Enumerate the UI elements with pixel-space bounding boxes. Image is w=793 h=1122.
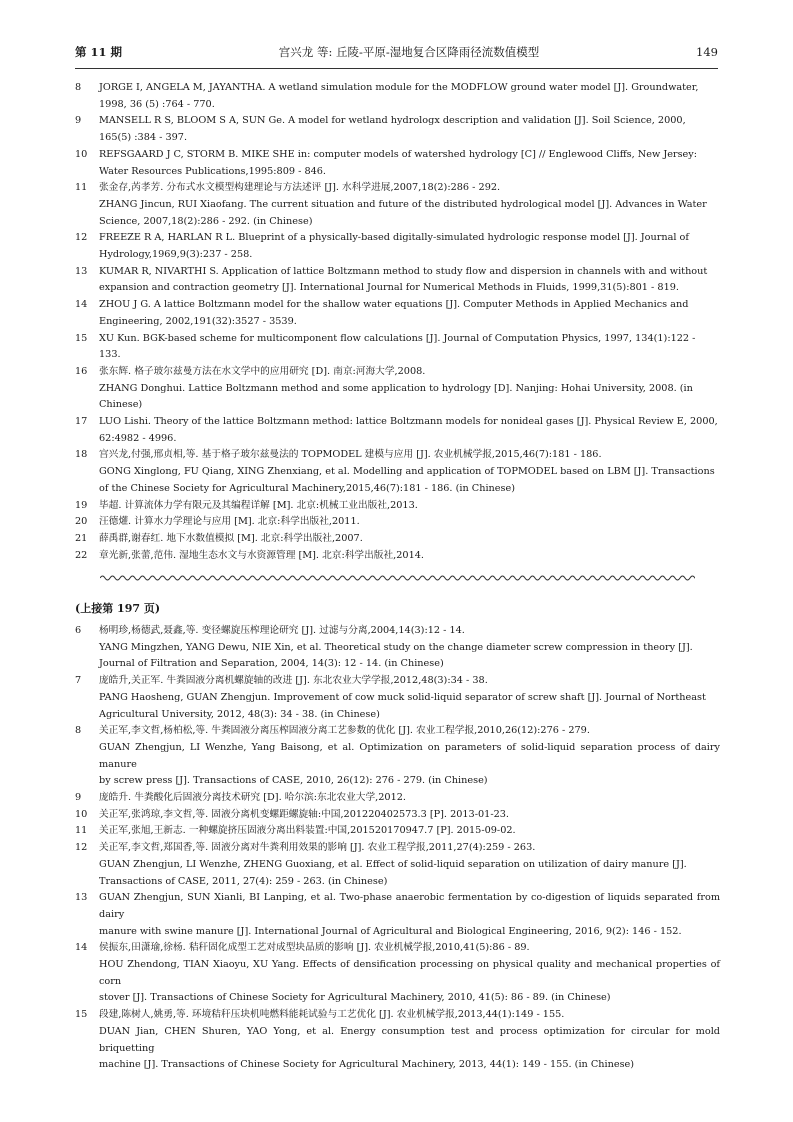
reference-number: 15 <box>75 1009 88 1021</box>
reference-text <box>99 940 720 1007</box>
reference-line: KUMAR R, NIVARTHI S. Application of lattice Boltzmann method to study flow and dispersion in channels with and without <box>99 265 708 277</box>
reference-text <box>99 447 720 497</box>
reference-text <box>99 180 720 230</box>
reference-item <box>75 890 720 940</box>
reference-line: REFSGAARD J C, STORM B. MIKE SHE in: computer models of watershed hydrology [C] // Englewood Cliffs, New Jersey: <box>99 148 698 160</box>
reference-item <box>75 113 720 146</box>
reference-item <box>75 447 720 497</box>
reference-line: Science, 2007,18(2):286 - 292. (in Chinese) <box>99 215 313 227</box>
running-title: 宫兴龙 等: 丘陵-平原-湿地复合区降雨径流数值模型 <box>278 45 540 59</box>
reference-text <box>99 498 720 515</box>
reference-line: 关正军,李文哲,郑国香,等. 固液分离对牛粪利用效果的影响 [J]. 农业工程学报,2011,27(4):259 - 263. <box>99 842 536 854</box>
reference-line: Transactions of CASE, 2011, 27(4): 259 - 263. (in Chinese) <box>99 875 388 887</box>
reference-item <box>75 623 720 673</box>
reference-line: 张金存,芮孝芳. 分布式水文模型构建理论与方法述评 [J]. 水科学进展,2007,18(2):286 - 292. <box>99 182 501 194</box>
reference-line: GUAN Zhengjun, SUN Xianli, BI Lanping, et al. Two-phase anaerobic fermentation by co-digestion of liquids separated from dairy <box>99 892 720 920</box>
reference-number: 8 <box>75 725 82 737</box>
reference-line: YANG Mingzhen, YANG Dewu, NIE Xin, et al. Theoretical study on the change diameter screw compression in theory [J]. <box>99 641 693 653</box>
reference-text <box>99 331 720 364</box>
continued-label: (上接第 197 页) <box>75 602 161 615</box>
reference-item <box>75 498 720 515</box>
reference-line: manure with swine manure [J]. International Journal of Agricultural and Biological Engineering, 2016, 9(2): 146 - 152. <box>99 925 682 937</box>
reference-line: of the Chinese Society for Agricultural Machinery,2015,46(7):181 - 186. (in Chinese) <box>99 482 515 494</box>
reference-list-top <box>75 80 720 564</box>
reference-line: ZHANG Donghui. Lattice Boltzmann method and some application to hydrology [D]. Nanjing: Hohai University, 2008. (in <box>99 382 693 394</box>
reference-text <box>99 414 720 447</box>
reference-number: 6 <box>75 625 82 636</box>
reference-number: 13 <box>75 892 88 904</box>
reference-line: expansion and contraction geometry [J]. International Journal for Numerical Methods in Fluids, 1999,31(5):801 - 819. <box>99 282 679 294</box>
reference-line: ZHANG Jincun, RUI Xiaofang. The current situation and future of the distributed hydrological model [J]. Advances in Water <box>99 198 707 210</box>
reference-item <box>75 264 720 297</box>
reference-item <box>75 723 720 790</box>
reference-line: 关正军,张鸿琼,李文哲,等. 固液分离机变螺距螺旋轴:中国,201220402573.3 [P]. 2013-01-23. <box>99 808 510 820</box>
reference-line: LUO Lishi. Theory of the lattice Boltzmann method: lattice Boltzmann models for nonideal gases [J]. Physical Review E, 2000, <box>99 416 718 428</box>
reference-text <box>99 823 720 840</box>
reference-text <box>99 264 720 297</box>
reference-line: 杨明珍,杨德武,聂鑫,等. 变径螺旋压榨理论研究 [J]. 过滤与分离,2004,14(3):12 - 14. <box>99 625 465 636</box>
reference-line: Chinese) <box>99 399 143 411</box>
reference-line: ZHOU J G. A lattice Boltzmann model for the shallow water equations [J]. Computer Methods in Applied Mechanics and <box>99 299 689 311</box>
reference-item <box>75 807 720 824</box>
running-header <box>75 42 718 62</box>
reference-number: 21 <box>75 532 88 544</box>
reference-text <box>99 1007 720 1074</box>
reference-line: 汪德爟. 计算水力学理论与应用 [M]. 北京:科学出版社,2011. <box>99 516 360 528</box>
reference-line: 张东辉. 格子玻尔兹曼方法在水文学中的应用研究 [D]. 南京:河海大学,2008. <box>99 365 426 377</box>
reference-number: 19 <box>75 499 88 511</box>
reference-item <box>75 790 720 807</box>
reference-line: GONG Xinglong, FU Qiang, XING Zhenxiang, et al. Modelling and application of TOPMODEL based on LBM [J]. Transactions <box>99 466 715 478</box>
reference-line: Journal of Filtration and Separation, 2004, 14(3): 12 - 14. (in Chinese) <box>99 658 444 670</box>
reference-number: 13 <box>75 265 88 277</box>
reference-number: 11 <box>75 825 88 837</box>
reference-line: 毕超. 计算流体力学有限元及其编程详解 [M]. 北京:机械工业出版社,2013. <box>99 499 418 511</box>
reference-item <box>75 331 720 364</box>
reference-number: 7 <box>75 675 82 687</box>
issue-label: 第 11 期 <box>75 45 123 59</box>
reference-line: 宫兴龙,付强,邢贞相,等. 基于格子玻尔兹曼法的 TOPMODEL 建模与应用 [J]. 农业机械学报,2015,46(7):181 - 186. <box>99 449 602 461</box>
reference-line: Water Resources Publications,1995:809 - 846. <box>99 165 327 177</box>
reference-item <box>75 414 720 447</box>
reference-number: 14 <box>75 942 88 954</box>
reference-number: 14 <box>75 299 88 311</box>
reference-item <box>75 548 720 565</box>
reference-line: 关正军,张旭,王新志. 一种螺旋挤压固液分离出料装置:中国,201520170947.7 [P]. 2015-09-02. <box>99 825 516 837</box>
section-separator <box>100 572 695 584</box>
reference-line: stover [J]. Transactions of Chinese Society for Agricultural Machinery, 2010, 41(5): 86 - 89. (in Chinese) <box>99 992 611 1004</box>
reference-number: 9 <box>75 115 82 127</box>
reference-text <box>99 840 720 890</box>
reference-item <box>75 531 720 548</box>
reference-line: Hydrology,1969,9(3):237 - 258. <box>99 249 253 261</box>
reference-text <box>99 723 720 790</box>
reference-line: 庞皓升. 牛粪酸化后固液分离技术研究 [D]. 哈尔滨:东北农业大学,2012. <box>99 792 406 804</box>
reference-text <box>99 790 720 807</box>
reference-number: 11 <box>75 182 88 194</box>
reference-text <box>99 297 720 330</box>
reference-number: 10 <box>75 808 88 820</box>
reference-number: 12 <box>75 232 88 244</box>
reference-number: 16 <box>75 365 88 377</box>
reference-text <box>99 807 720 824</box>
reference-text <box>99 80 720 113</box>
reference-text <box>99 230 720 263</box>
reference-item <box>75 673 720 723</box>
reference-text <box>99 548 720 565</box>
reference-number: 20 <box>75 516 88 528</box>
reference-number: 10 <box>75 148 88 160</box>
reference-item <box>75 514 720 531</box>
reference-number: 8 <box>75 82 82 93</box>
reference-line: machine [J]. Transactions of Chinese Society for Agricultural Machinery, 2013, 44(1): 149 - 155. (in Chinese) <box>99 1059 635 1071</box>
reference-line: JORGE I, ANGELA M, JAYANTHA. A wetland simulation module for the MODFLOW ground water model [J]. Groundwater, <box>99 82 699 93</box>
reference-line: 章光新,张蕾,范伟. 湿地生态水文与水资源管理 [M]. 北京:科学出版社,2014. <box>99 549 424 561</box>
reference-line: 1998, 36 (5) :764 - 770. <box>99 98 215 110</box>
reference-line: by screw press [J]. Transactions of CASE, 2010, 26(12): 276 - 279. (in Chinese) <box>99 775 488 787</box>
reference-number: 18 <box>75 449 88 461</box>
reference-number: 12 <box>75 842 88 854</box>
reference-text <box>99 890 720 940</box>
reference-line: GUAN Zhengjun, LI Wenzhe, Yang Baisong, et al. Optimization on parameters of solid-liquid separation process of dairy manure <box>99 741 720 770</box>
reference-text <box>99 514 720 531</box>
reference-item <box>75 840 720 890</box>
reference-item <box>75 940 720 1007</box>
reference-item <box>75 230 720 263</box>
reference-text <box>99 673 720 723</box>
reference-line: FREEZE R A, HARLAN R L. Blueprint of a physically-based digitally-simulated hydrologic response model [J]. Journal of <box>99 232 689 244</box>
reference-item <box>75 823 720 840</box>
reference-line: Agricultural University, 2012, 48(3): 34 - 38. (in Chinese) <box>99 708 380 720</box>
header-rule <box>75 68 718 69</box>
reference-text <box>99 113 720 146</box>
reference-number: 22 <box>75 549 88 561</box>
reference-line: MANSELL R S, BLOOM S A, SUN Ge. A model for wetland hydrologx description and validation [J]. Soil Science, 2000, <box>99 115 686 127</box>
reference-number: 15 <box>75 332 88 344</box>
reference-text <box>99 623 720 673</box>
reference-text <box>99 364 720 414</box>
reference-line: DUAN Jian, CHEN Shuren, YAO Yong, et al. Energy consumption test and process optimization for circular for mold briquetting <box>99 1025 720 1054</box>
reference-item <box>75 364 720 414</box>
reference-item <box>75 80 720 113</box>
reference-line: PANG Haosheng, GUAN Zhengjun. Improvement of cow muck solid-liquid separator of screw shaft [J]. Journal of Northeast <box>99 691 706 703</box>
reference-text <box>99 147 720 180</box>
reference-line: 庞皓升,关正军. 牛粪固液分离机螺旋轴的改进 [J]. 东北农业大学学报,2012,48(3):34 - 38. <box>99 675 488 687</box>
page-number: 149 <box>696 45 718 59</box>
reference-text <box>99 531 720 548</box>
reference-line: XU Kun. BGK-based scheme for multicomponent flow calculations [J]. Journal of Computation Physics, 1997, 134(1):122 - <box>99 332 696 344</box>
reference-item <box>75 180 720 230</box>
reference-line: 薛禹群,谢春红. 地下水数值模拟 [M]. 北京:科学出版社,2007. <box>99 532 363 544</box>
reference-line: 165(5) :384 - 397. <box>99 132 188 144</box>
reference-line: 段建,陈树人,姚勇,等. 环境秸秆压块机吨燃料能耗试验与工艺优化 [J]. 农业机械学报,2013,44(1):149 - 155. <box>99 1009 565 1021</box>
reference-item <box>75 297 720 330</box>
reference-number: 9 <box>75 792 82 804</box>
reference-item <box>75 147 720 180</box>
reference-line: HOU Zhendong, TIAN Xiaoyu, XU Yang. Effects of densification processing on physical quality and mechanical properties of corn <box>99 959 720 987</box>
reference-line: Engineering, 2002,191(32):3527 - 3539. <box>99 315 297 327</box>
reference-line: GUAN Zhengjun, LI Wenzhe, ZHENG Guoxiang, et al. Effect of solid-liquid separation on utilization of dairy manure [J]. <box>99 858 687 870</box>
reference-number: 17 <box>75 416 88 428</box>
reference-line: 133. <box>99 349 121 361</box>
reference-item <box>75 1007 720 1074</box>
reference-list-bottom <box>75 623 720 1074</box>
reference-line: 侯振东,田潇瑜,徐杨. 秸秆固化成型工艺对成型块品质的影响 [J]. 农业机械学报,2010,41(5):86 - 89. <box>99 942 530 954</box>
reference-line: 62:4982 - 4996. <box>99 432 177 444</box>
reference-line: 关正军,李文哲,杨柏松,等. 牛粪固液分离压榨固液分离工艺参数的优化 [J]. 农业工程学报,2010,26(12):276 - 279. <box>99 725 590 737</box>
